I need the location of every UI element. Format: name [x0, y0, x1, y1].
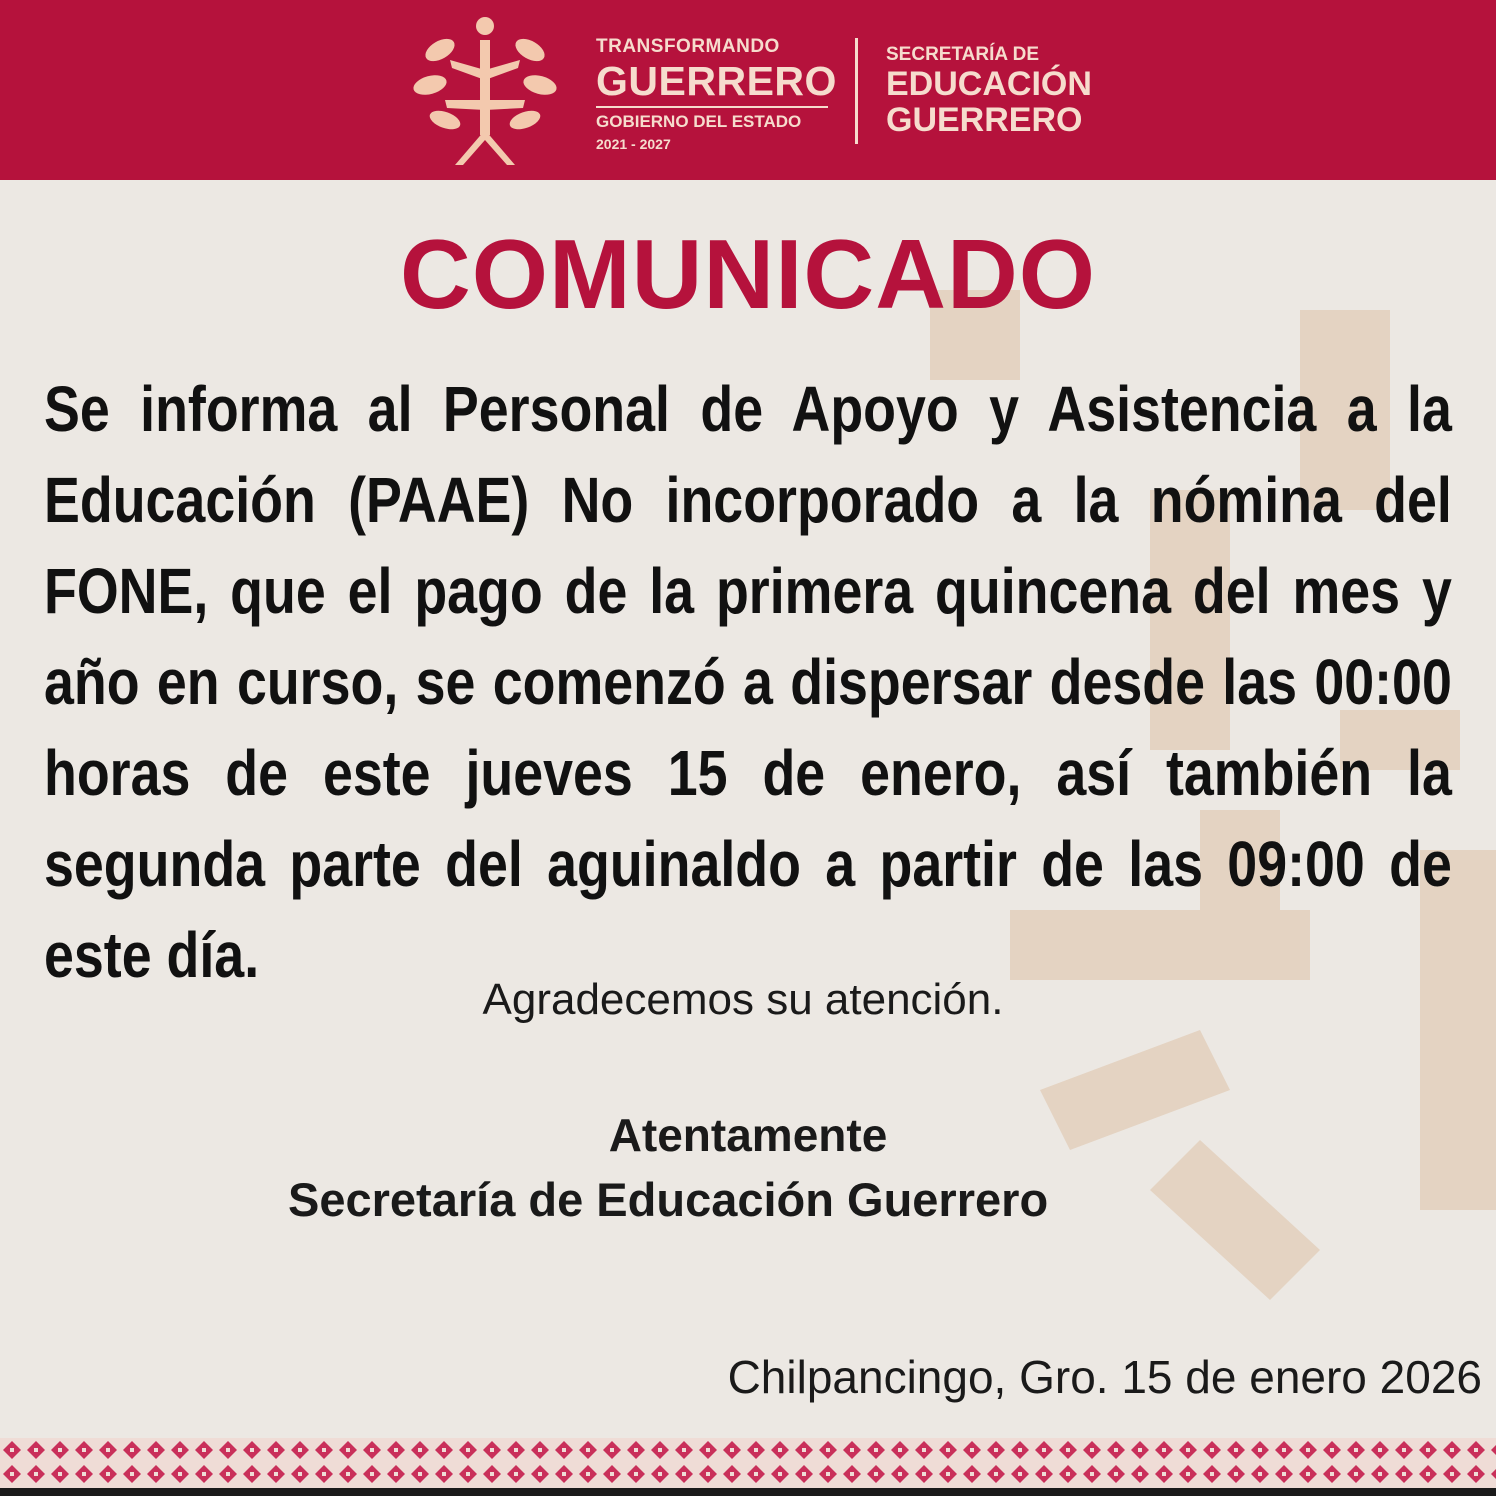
brand-main-text: GUERRERO	[596, 58, 828, 108]
organization-signature: Secretaría de Educación Guerrero	[288, 1173, 1049, 1226]
header-divider	[855, 38, 858, 144]
announcement-body: Se informa al Personal de Apoyo y Asistencia a la Educación (PAAE) No incorporado a la nómina del FONE, que el pago de la primera quincena del mes y año en curso, se comenzó a dispersar desde las 00:00 horas de este jueves 15 de enero, así también la segunda parte del aguinaldo a partir de las 09:00 de este día.	[44, 373, 1452, 991]
place-date-text: Chilpancingo, Gro. 15 de enero 2026	[727, 1351, 1482, 1403]
decorative-border-icon	[0, 1438, 1496, 1496]
closing-text: Atentamente	[608, 1109, 888, 1161]
thanks-text: Agradecemos su atención.	[482, 975, 1004, 1024]
header-banner	[0, 0, 1496, 180]
brand-years-text: 2021 - 2027	[596, 136, 671, 152]
page-title: COMUNICADO	[400, 219, 1096, 329]
secretaria-line1: EDUCACIÓN	[886, 65, 1092, 103]
brand-sub-text: GOBIERNO DEL ESTADO	[596, 112, 802, 131]
secretaria-brand	[886, 44, 1092, 138]
secretaria-line2: GUERRERO	[886, 101, 1083, 139]
brand-top-text: TRANSFORMANDO	[596, 36, 780, 57]
government-brand	[596, 36, 836, 152]
tree-emblem-icon	[400, 10, 570, 170]
secretaria-top-text: SECRETARÍA DE	[886, 44, 1040, 65]
